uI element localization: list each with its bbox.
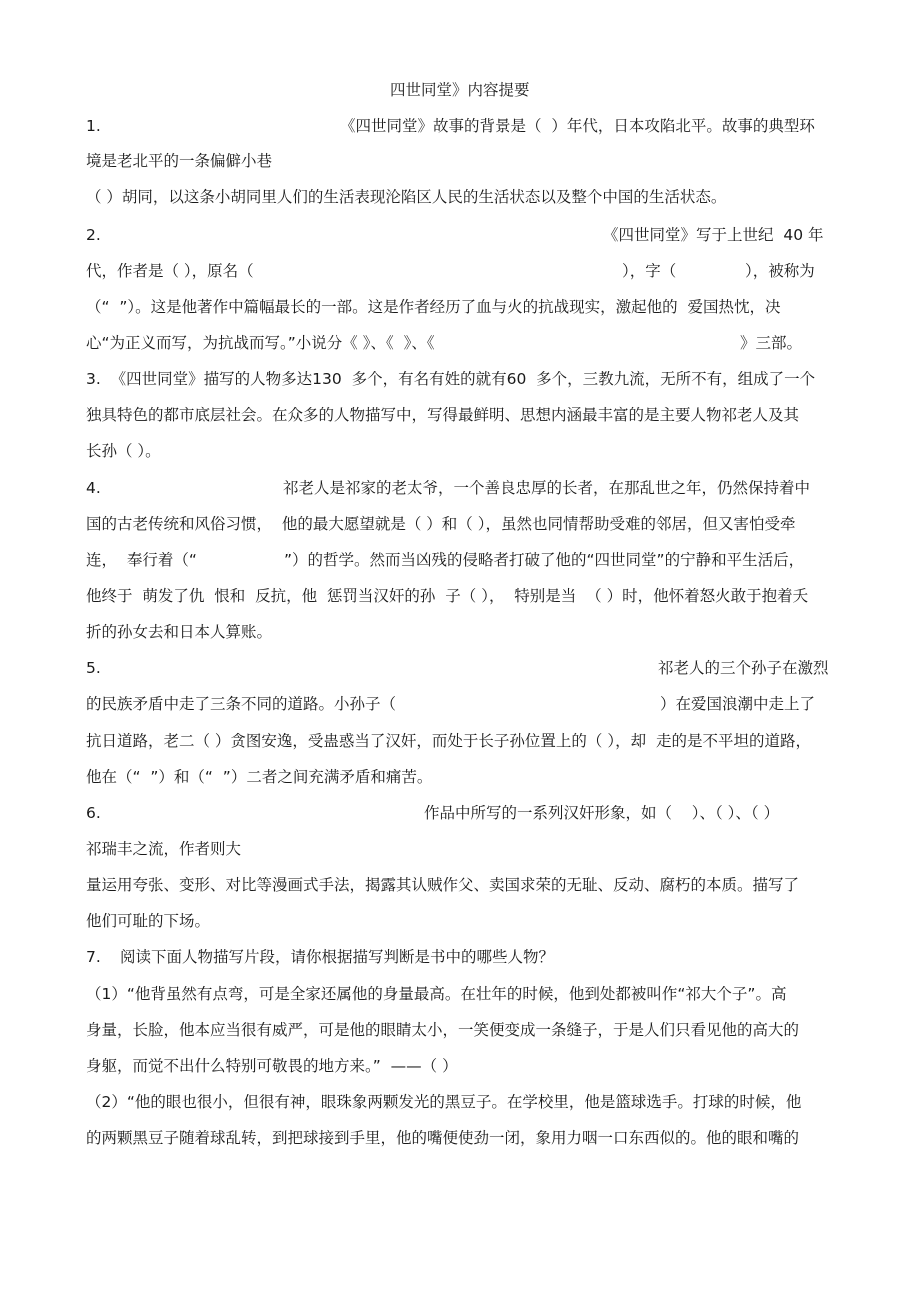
q4-line-d: 他终于 萌发了仇 恨和 反抗，他 惩罚当汉奸的孙 子（ ）， 特别是当 （ ）时，他怀着怒火敢于抱着夭 — [86, 587, 809, 605]
q7-number: 7. — [86, 948, 101, 966]
q4-line-c2: ”）的哲学。然而当凶残的侵略者打破了他的“四世同堂”的宁静和平生活后， — [284, 551, 805, 569]
q4-line-e: 折的孙女去和日本人算账。 — [86, 623, 273, 641]
q1-line-a: 《四世同堂》故事的背景是（ ）年代，日本攻陷北平。故事的典型环 — [340, 117, 815, 135]
q7-passage-1-line-a: （1）“他背虽然有点弯，可是全家还属他的身量最高。在壮年的时候，他到处都被叫作“祁大个子”。高 — [86, 985, 787, 1003]
q2-line-b1: 代，作者是（ ），原名（ — [86, 262, 254, 280]
q7-passage-2-line-a: （2）“他的眼也很小，但很有神，眼珠象两颗发光的黑豆子。在学校里，他是篮球选手。打球的时候，他 — [86, 1093, 802, 1111]
q7-prompt: 阅读下面人物描写片段，请你根据描写判断是书中的哪些人物？ — [120, 948, 555, 966]
q5-line-a: 祁老人的三个孙子在激烈 — [658, 659, 829, 677]
q4-line-b: 国的古老传统和风俗习惯， 他的最大愿望就是（ ）和（ ），虽然也同情帮助受难的邻居，但又害怕受牵 — [86, 515, 796, 533]
q5-line-b2: ）在爱国浪潮中走上了 — [660, 695, 816, 713]
q3-line-b: 独具特色的都市底层社会。在众多的人物描写中，写得最鲜明、思想内涵最丰富的是主要人物祁老人及其 — [86, 406, 800, 424]
q2-line-a: 《四世同堂》写于上世纪 40 年 — [603, 226, 824, 244]
q2-number: 2. — [86, 226, 101, 244]
q5-line-d: 他在（“ ”）和（“ ”）二者之间充满矛盾和痛苦。 — [86, 768, 433, 786]
q6-line-b: 祁瑞丰之流，作者则大 — [86, 840, 242, 858]
q5-line-c: 抗日道路，老二（ ）贪图安逸，受蛊惑当了汉奸，而处于长子孙位置上的（ ），却 走的是不平坦的道路， — [86, 732, 811, 750]
q5-line-b1: 的民族矛盾中走了三条不同的道路。小孙子（ — [86, 695, 397, 713]
q6-number: 6. — [86, 804, 101, 822]
q1-line-b: 境是老北平的一条偏僻小巷 — [86, 152, 273, 170]
q6-line-c: 量运用夸张、变形、对比等漫画式手法，揭露其认贼作父、卖国求荣的无耻、反动、腐朽的本质。描写了 — [86, 876, 800, 894]
q7-passage-1-line-b: 身量，长脸，他本应当很有威严，可是他的眼睛太小，一笑便变成一条缝子，于是人们只看见他的高大的 — [86, 1021, 800, 1039]
q2-line-b3: ），被称为 — [745, 262, 815, 280]
q4-line-a: 祁老人是祁家的老太爷，一个善良忠厚的长者，在那乱世之年，仍然保持着中 — [283, 479, 811, 497]
q2-line-d1: 心“为正义而写，为抗战而写。”小说分《 》、《 》、《 — [86, 334, 435, 352]
q3-line-c: 长孙（ ）。 — [86, 442, 161, 460]
q1-line-c: （ ）胡同，以这条小胡同里人们的生活表现沦陷区人民的生活状态以及整个中国的生活状态。 — [86, 188, 727, 206]
q4-line-c1: 连， 奉行着（“ — [86, 551, 197, 569]
q6-line-d: 他们可耻的下场。 — [86, 912, 211, 930]
q6-line-a: 作品中所写的一系列汉奸形象，如（ ）、（ ）、（ ） — [424, 804, 780, 822]
document-title: 四世同堂》内容提要 — [390, 81, 530, 99]
q1-number: 1. — [86, 117, 101, 135]
q2-line-c: （“ ”）。这是他著作中篇幅最长的一部。这是作者经历了血与火的抗战现实，激起他的 爱国热忱，决 — [86, 298, 781, 316]
q7-passage-2-line-b: 的两颗黑豆子随着球乱转，到把球接到手里，他的嘴便使劲一闭，象用力咽一口东西似的。他的眼和嘴的 — [86, 1129, 800, 1147]
q3-line-a: 3. 《四世同堂》描写的人物多达130 多个，有名有姓的就有60 多个，三教九流，无所不有，组成了一个 — [86, 370, 816, 388]
q7-passage-1-line-c: 身躯，而觉不出什么特别可敬畏的地方来。” ——（ ） — [86, 1057, 458, 1075]
q4-number: 4. — [86, 479, 101, 497]
q2-line-b2: ），字（ — [622, 262, 677, 280]
q2-line-d2: 》三部。 — [740, 334, 803, 352]
q5-number: 5. — [86, 659, 101, 677]
